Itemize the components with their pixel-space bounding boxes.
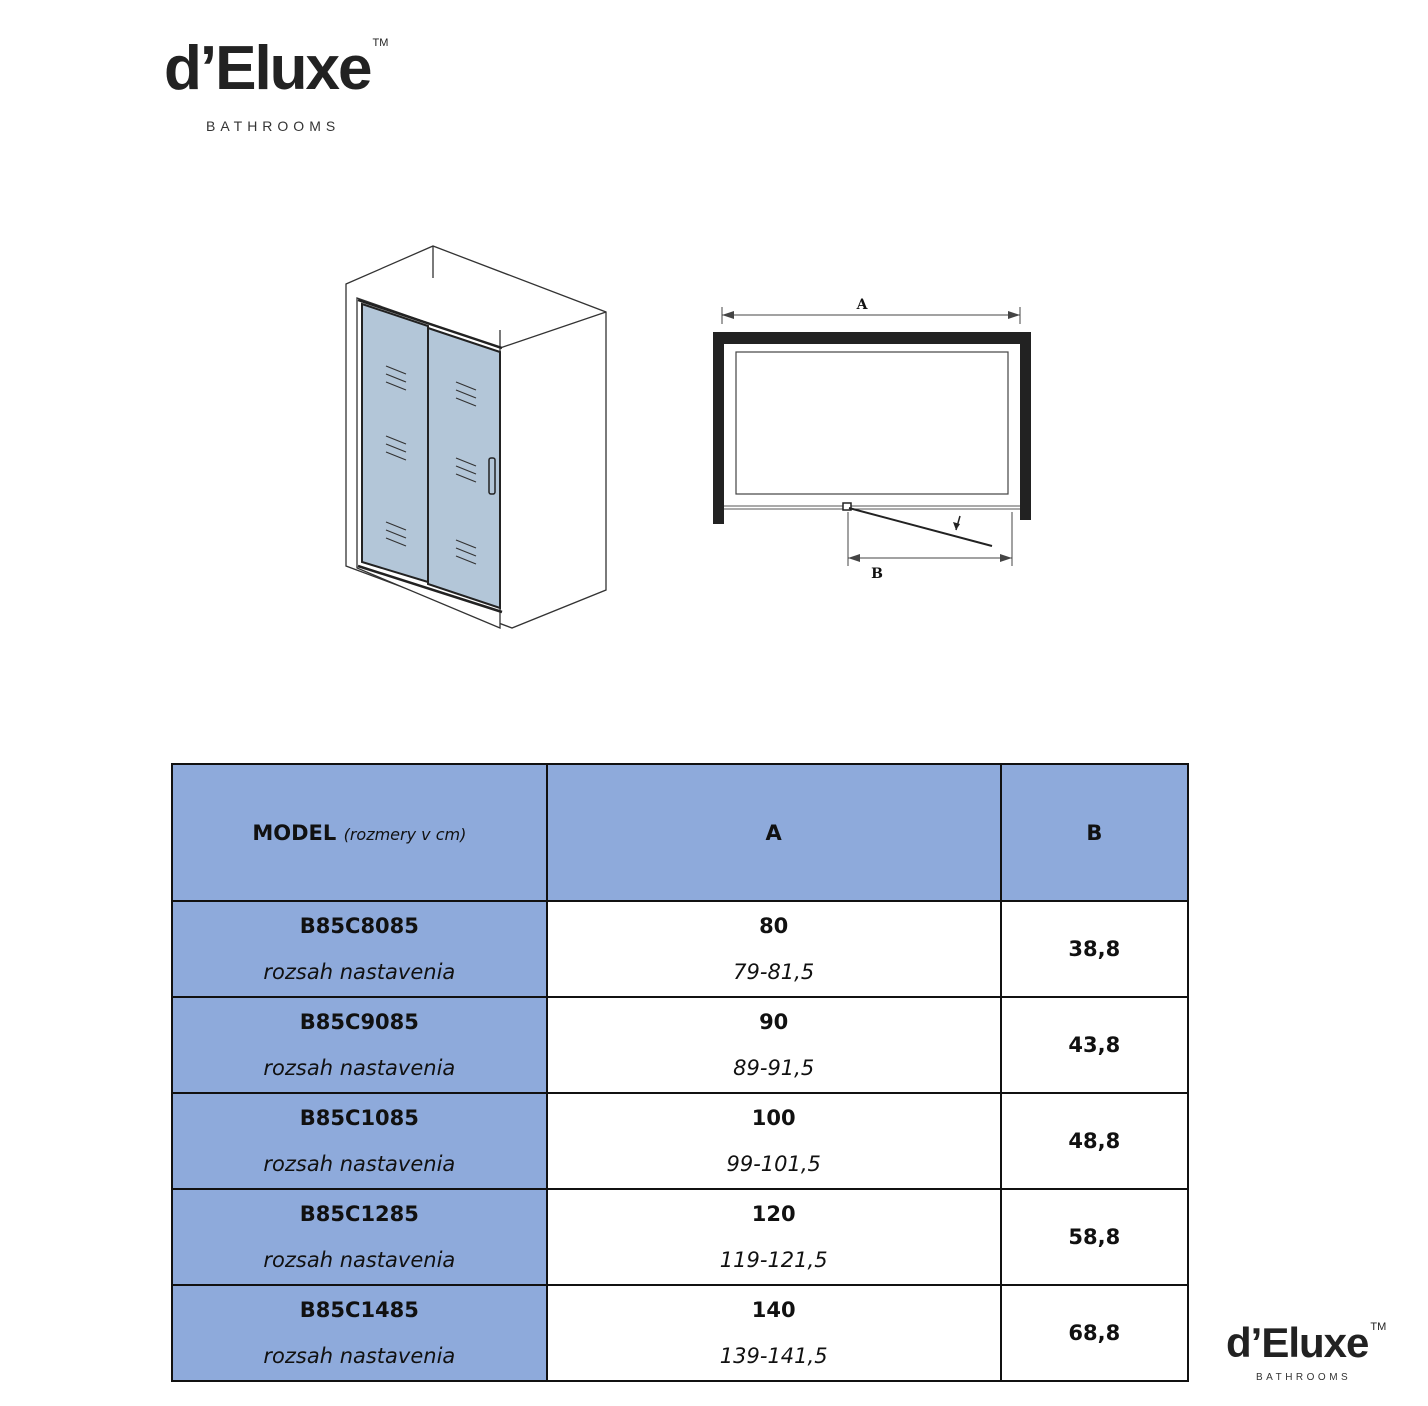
table-row (172, 997, 1188, 1093)
model-code: B85C9085 (299, 1010, 419, 1034)
brand-logo-wordmark: d’Eluxe ™ (1226, 1319, 1387, 1366)
model-code: B85C8085 (299, 914, 419, 938)
shower-enclosure-3d-drawing (346, 246, 606, 628)
header-model (172, 764, 547, 901)
a-value: 90 (759, 1010, 789, 1034)
brand-logo-wordmark: d’Eluxe ™ (164, 34, 389, 103)
model-cell (172, 901, 547, 997)
glass-panel-left (362, 304, 428, 582)
brand-logo-bottom (1226, 1319, 1387, 1383)
table-row (172, 1189, 1188, 1285)
b-value: 38,8 (1001, 901, 1188, 997)
a-cell (547, 1285, 1001, 1381)
b-value: 48,8 (1001, 1093, 1188, 1189)
range-label: rozsah nastavenia (263, 960, 456, 984)
trademark-mark: TM (372, 37, 389, 49)
brand-tagline: BATHROOMS (1256, 1372, 1352, 1383)
range-label: rozsah nastavenia (263, 1248, 456, 1272)
table-body (172, 901, 1188, 1381)
a-range: 119-121,5 (719, 1248, 828, 1272)
table-row (172, 1285, 1188, 1381)
table-header-row (172, 764, 1188, 901)
a-range: 139-141,5 (719, 1344, 828, 1368)
a-range: 79-81,5 (733, 960, 815, 984)
a-cell (547, 997, 1001, 1093)
model-cell (172, 1093, 547, 1189)
trademark-mark: TM (1370, 1321, 1387, 1333)
model-cell (172, 1189, 547, 1285)
a-value: 80 (759, 914, 789, 938)
a-cell (547, 901, 1001, 997)
a-range: 99-101,5 (726, 1152, 821, 1176)
model-code: B85C1285 (299, 1202, 419, 1226)
model-code: B85C1485 (299, 1298, 419, 1322)
header-model-label: MODEL (252, 820, 337, 845)
range-label: rozsah nastavenia (263, 1152, 456, 1176)
a-value: 100 (751, 1106, 796, 1130)
model-cell (172, 1285, 547, 1381)
b-value: 68,8 (1001, 1285, 1188, 1381)
range-label: rozsah nastavenia (263, 1056, 456, 1080)
model-cell (172, 997, 547, 1093)
range-label: rozsah nastavenia (263, 1344, 456, 1368)
b-value: 43,8 (1001, 997, 1188, 1093)
a-cell (547, 1189, 1001, 1285)
a-cell (547, 1093, 1001, 1189)
a-value: 120 (751, 1202, 796, 1226)
table-row (172, 901, 1188, 997)
header-b: B (1001, 764, 1188, 901)
header-model-note: (rozmery v cm) (343, 824, 467, 844)
dimensions-table (171, 763, 1189, 1382)
header-a: A (547, 764, 1001, 901)
plan-view-drawing (713, 297, 1031, 582)
a-range: 89-91,5 (733, 1056, 815, 1080)
model-code: B85C1085 (299, 1106, 419, 1130)
b-value: 58,8 (1001, 1189, 1188, 1285)
dimension-label-a: A (856, 297, 868, 313)
table-row (172, 1093, 1188, 1189)
brand-tagline: BATHROOMS (206, 118, 341, 134)
dimension-label-b: B (871, 566, 883, 582)
a-value: 140 (751, 1298, 796, 1322)
